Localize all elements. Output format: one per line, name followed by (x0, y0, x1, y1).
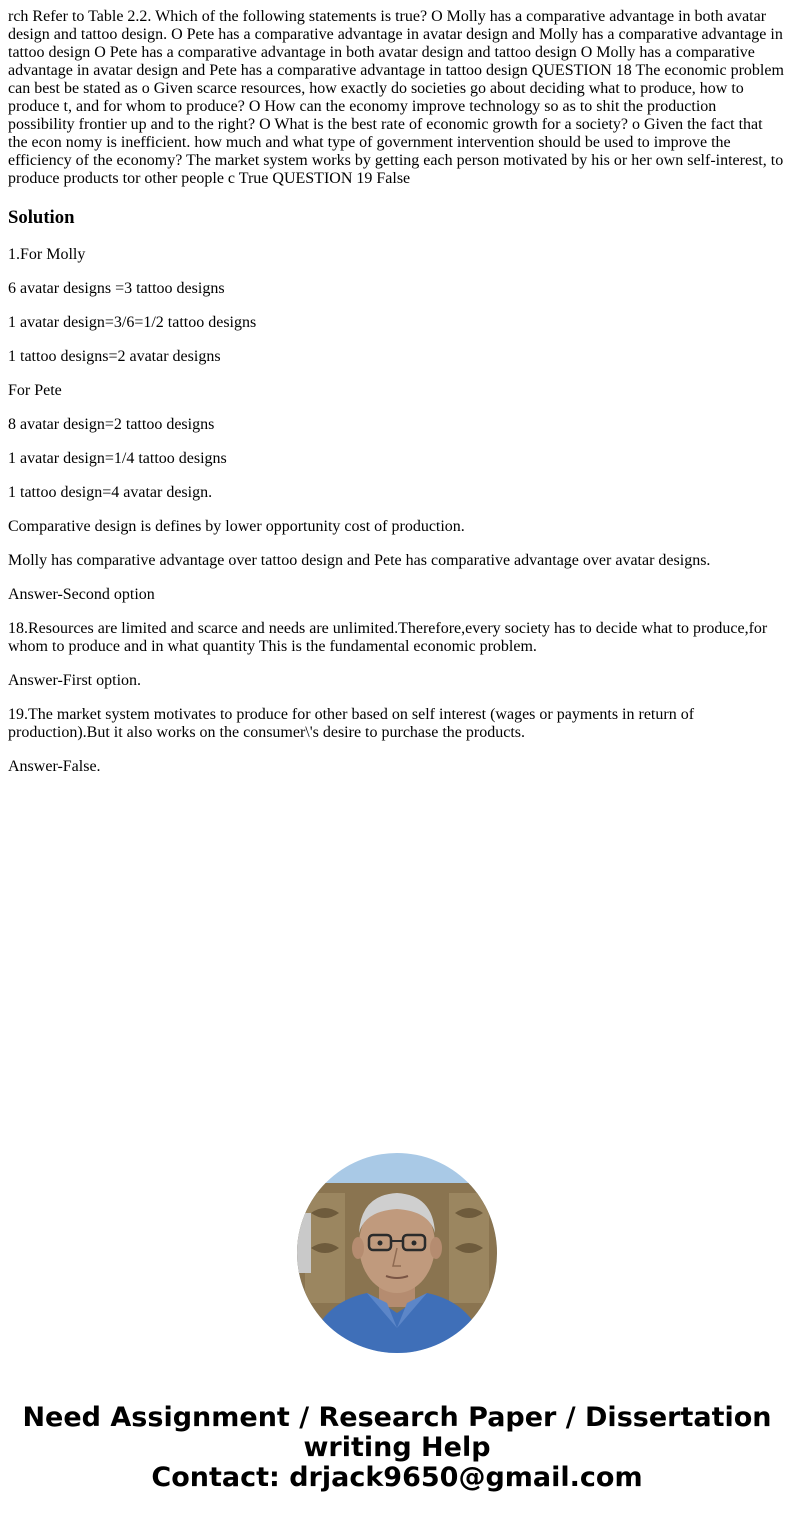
avatar (297, 1153, 497, 1353)
solution-paragraph: Comparative design is defines by lower opportunity cost of production. (8, 518, 465, 535)
solution-paragraph: 19.The market system motivates to produce for other based on self interest (wages or payments in return of production).But it also works on the consumer\'s desire to purchase the products. (8, 706, 695, 741)
solution-paragraph: For Pete (8, 382, 62, 399)
solution-body (8, 246, 786, 792)
footer-contact: Contact: drjack9650@gmail.com (151, 1462, 643, 1493)
footer-line: Need Assignment / Research Paper / Dissertation (22, 1402, 772, 1433)
tutor-portrait-image (297, 1153, 497, 1353)
solution-paragraph: Answer-Second option (8, 586, 155, 603)
solution-paragraph: 6 avatar designs =3 tattoo designs (8, 280, 225, 297)
solution-paragraph: Molly has comparative advantage over tattoo design and Pete has comparative advantage over avatar designs. (8, 552, 711, 569)
solution-paragraph: Answer-First option. (8, 672, 142, 689)
solution-paragraph: 1.For Molly (8, 246, 86, 263)
footer-line: writing Help (303, 1432, 491, 1463)
solution-paragraph: 1 avatar design=3/6=1/2 tattoo designs (8, 314, 257, 331)
solution-paragraph: 1 tattoo designs=2 avatar designs (8, 348, 221, 365)
solution-paragraph: 1 tattoo design=4 avatar design. (8, 484, 213, 501)
solution-paragraph: 1 avatar design=1/4 tattoo designs (8, 450, 227, 467)
solution-paragraph: 18.Resources are limited and scarce and needs are unlimited.Therefore,every society has to decide what to produce,for whom to produce and in what quantity This is the fundamental economic problem. (8, 620, 768, 655)
contact-footer (0, 1403, 794, 1493)
solution-paragraph: 8 avatar design=2 tattoo designs (8, 416, 215, 433)
solution-heading: Solution (8, 207, 75, 228)
question-text: rch Refer to Table 2.2. Which of the following statements is true? O Molly has a comparative advantage in both avatar design and tattoo design. O Pete has a comparative advantage in avatar design and Molly has a comparative advantage in tattoo design O Pete has a comparative advantage in both avatar design and tattoo design O Molly has a comparative advantage in avatar design and Pete has a comparative advantage in tattoo design QUESTION 18 The economic problem can best be stated as o Given scarce resources, how exactly do societies go about deciding what to produce, how to produce t, and for whom to produce? O How can the economy improve technology so as to shit the production possibility frontier up and to the right? O What is the best rate of economic growth for a society? o Given the fact that the econ nomy is inefficient. how much and what type of government intervention should be used to improve the efficiency of the economy? The market system works by getting each person motivated by his or her own self-interest, to produce products tor other people c True QUESTION 19 False (8, 8, 784, 187)
solution-paragraph: Answer-False. (8, 758, 101, 775)
